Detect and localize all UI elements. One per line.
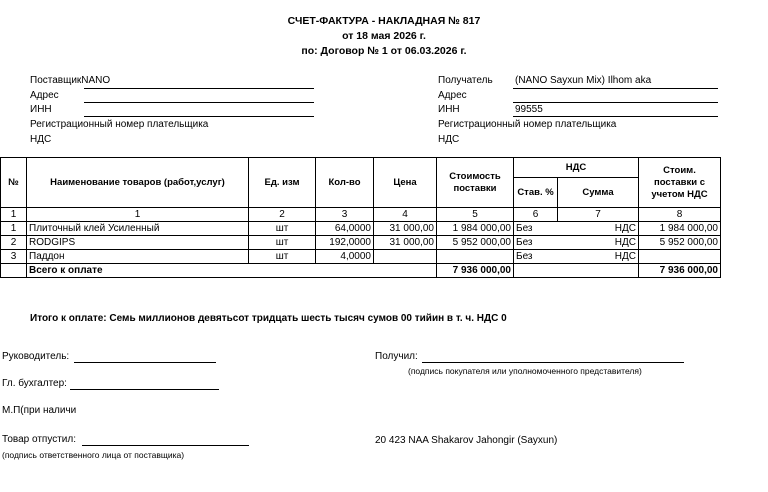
row-cost: 5 952 000,00 (437, 236, 514, 250)
table-row (1, 236, 721, 250)
row-total: 5 952 000,00 (639, 236, 721, 250)
row-cost (437, 250, 514, 264)
row-vat-sum: НДС (558, 222, 639, 236)
total-row (1, 264, 721, 278)
total-cost: 7 936 000,00 (437, 264, 514, 278)
row-unit: шт (249, 236, 316, 250)
received-signature-line[interactable] (422, 362, 684, 363)
header-vat-sum: Сумма (558, 178, 639, 208)
row-num: 2 (1, 236, 27, 250)
buyer-inn-label: ИНН (438, 104, 460, 115)
row-vat-rate: Без (514, 250, 558, 264)
row-vat-rate: Без (514, 236, 558, 250)
buyer-nds-label: НДС (438, 134, 460, 145)
row-num: 1 (1, 222, 27, 236)
buyer-inn-line (513, 116, 718, 117)
table-row (1, 250, 721, 264)
header-cost: Стоимость поставки (437, 158, 514, 208)
col-number: 1 (1, 208, 27, 222)
buyer-address-label: Адрес (438, 90, 467, 101)
row-cost: 1 984 000,00 (437, 222, 514, 236)
col-number: 7 (558, 208, 639, 222)
row-price (374, 250, 437, 264)
header-vat-rate: Став. % (514, 178, 558, 208)
buyer-name: (NANO Sayxun Mix) Ilhom aka (515, 75, 652, 86)
director-label: Руководитель: (2, 351, 70, 362)
col-number: 3 (316, 208, 374, 222)
row-qty: 64,0000 (316, 222, 374, 236)
buyer-label: Получатель (438, 75, 493, 86)
col-number: 6 (514, 208, 558, 222)
row-vat-sum: НДС (558, 236, 639, 250)
column-number-row (1, 208, 721, 222)
header-vat: НДС (514, 158, 639, 178)
supplier-name-line (84, 88, 314, 89)
total-label: Всего к оплате (27, 264, 437, 278)
document-title: СЧЕТ-ФАКТУРА - НАКЛАДНАЯ № 817 (287, 15, 481, 27)
row-num: 3 (1, 250, 27, 264)
header-unit: Ед. изм (249, 158, 316, 208)
header-qty: Кол-во (316, 158, 374, 208)
supplier-nds-label: НДС (30, 134, 52, 145)
header-price: Цена (374, 158, 437, 208)
supplier-label: Поставщик (30, 75, 82, 86)
row-name: Плиточный клей Усиленный (27, 222, 249, 236)
header-num: № (1, 158, 27, 208)
document-contract: по: Договор № 1 от 06.03.2026 г. (301, 45, 467, 57)
stamp-label: М.П(при наличи (2, 405, 77, 416)
amount-in-words: Итого к оплате: Семь миллионов девятьсот тридцать шесть тысяч сумов 00 тийин в т. ч. НДС 0 (30, 313, 507, 324)
col-number: 8 (639, 208, 721, 222)
row-vat-sum: НДС (558, 250, 639, 264)
row-total (639, 250, 721, 264)
supplier-row (30, 75, 110, 86)
released-note: (подпись ответственного лица от поставщика) (2, 450, 185, 460)
row-total: 1 984 000,00 (639, 222, 721, 236)
row-name: RODGIPS (27, 236, 249, 250)
col-number: 2 (249, 208, 316, 222)
released-label: Товар отпустил: (2, 434, 76, 445)
supplier-reg-label: Регистрационный номер плательщика (30, 119, 209, 130)
table-row (1, 222, 721, 236)
director-signature-line[interactable] (74, 362, 216, 363)
col-number: 5 (437, 208, 514, 222)
supplier-inn-label: ИНН (30, 104, 52, 115)
row-unit: шт (249, 222, 316, 236)
row-name: Паддон (27, 250, 249, 264)
supplier-inn-line (84, 116, 314, 117)
buyer-reg-label: Регистрационный номер плательщика (438, 119, 617, 130)
total-all: 7 936 000,00 (639, 264, 721, 278)
buyer-address-line (513, 102, 718, 103)
driver-info: 20 423 NAA Shakarov Jahongir (Sayxun) (375, 435, 558, 446)
received-label: Получил: (375, 351, 418, 362)
col-number: 1 (27, 208, 249, 222)
released-signature-line[interactable] (82, 445, 249, 446)
row-qty: 4,0000 (316, 250, 374, 264)
document-date: от 18 мая 2026 г. (342, 30, 426, 42)
header-total: Стоим. поставки с учетом НДС (639, 158, 721, 208)
row-unit: шт (249, 250, 316, 264)
row-vat-rate: Без (514, 222, 558, 236)
supplier-address-line (84, 102, 314, 103)
accountant-label: Гл. бухгалтер: (2, 378, 67, 389)
accountant-signature-line[interactable] (70, 389, 219, 390)
row-qty: 192,0000 (316, 236, 374, 250)
supplier-name: NANO (81, 75, 111, 86)
row-price: 31 000,00 (374, 222, 437, 236)
received-note: (подпись покупателя или уполномоченного представителя) (408, 366, 642, 376)
header-name: Наименование товаров (работ,услуг) (27, 158, 249, 208)
col-number: 4 (374, 208, 437, 222)
invoice-table (0, 157, 721, 278)
row-price: 31 000,00 (374, 236, 437, 250)
buyer-inn: 99555 (515, 104, 543, 115)
supplier-address-label: Адрес (30, 90, 59, 101)
buyer-name-line (513, 88, 718, 89)
